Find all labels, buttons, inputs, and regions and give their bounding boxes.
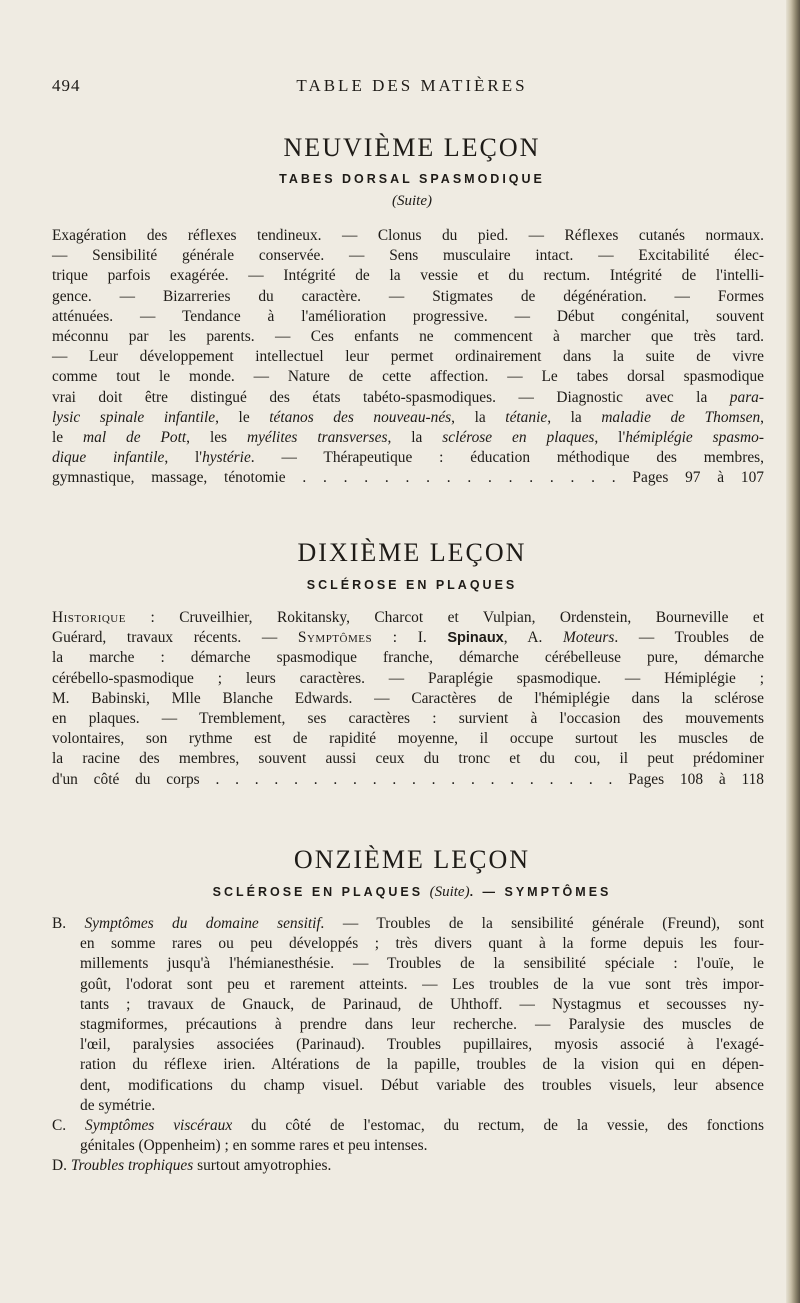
text-line: tants ; travaux de Gnauck, de Parinaud, de Uhthoff. — Nystagmus et secousses ny-: [80, 995, 764, 1013]
text-line: [52, 914, 764, 934]
text-line: cérébello-spasmodique ; leurs caractères. — Paraplégie spasmodique. — Hémiplégie ;: [52, 669, 764, 687]
text-line-part: vrai doit être distingué des états tabéto-spasmodiques. — Diagnostic avec la: [52, 388, 708, 406]
text-line: — Leur développement intellectuel leur permet ordinairement dans la suite de vivre: [52, 348, 764, 366]
text-part: . — Thérapeutique : éducation méthodique des membres,: [250, 449, 764, 467]
text-line: [52, 388, 764, 408]
text-line: stagmiformes, précautions à prendre dans leur recherche. — Paralysie des muscles de: [80, 1015, 764, 1033]
suite-inline: (Suite): [429, 884, 470, 900]
text-line: [52, 408, 764, 428]
text-line: trique parfois exagérée. — Intégrité de la vessie et du rectum. Intégrité de l'intelli-: [52, 267, 764, 285]
page-number: 494: [52, 76, 81, 95]
text-part: Guérard, travaux récents. —: [52, 629, 298, 647]
text-line: dent, modifications du champ visuel. Début variable des troubles visuels, leur absence: [80, 1076, 764, 1094]
page-edge-shadow: [786, 0, 800, 1303]
text-line: volontaires, son rythme est de rapidité moyenne, il occupe surtout les muscles de: [52, 730, 764, 748]
italic-term: sclérose en plaques: [442, 428, 595, 446]
bold-term: Spinaux: [447, 630, 504, 647]
lecon-9-summary: [52, 226, 764, 488]
italic-term: para-: [729, 388, 764, 406]
pages-ref: Pages 97 à 107: [632, 469, 764, 487]
italic-term: tétanie: [505, 408, 548, 426]
text-line: [52, 1156, 764, 1176]
historique-label: Historique: [52, 609, 126, 626]
lecon-11-title: ONZIÈME LEÇON: [293, 845, 531, 874]
italic-term: myélites transverses: [246, 428, 388, 446]
text-part: , la: [387, 428, 443, 446]
text-part: , la: [451, 408, 506, 426]
text-line: la marche : démarche spasmodique franche, démarche cérébelleuse pure, démarche: [52, 649, 764, 667]
text-line: [52, 448, 764, 468]
item-label: B.: [52, 915, 67, 932]
lecon-11-subtitle: SCLÉROSE EN PLAQUES (Suite). — SYMPTÔMES: [212, 884, 612, 900]
text-line: [52, 1116, 764, 1136]
running-title: TABLE DES MATIÈRES: [296, 76, 528, 95]
lecon-10-subtitle: SCLÉROSE EN PLAQUES: [306, 578, 518, 592]
text-part: : I.: [372, 629, 448, 647]
italic-term: Symptômes viscéraux: [85, 1116, 233, 1134]
lecon-9-title: NEUVIÈME LEÇON: [283, 133, 541, 162]
text-part: d'un côté du corps: [52, 770, 200, 788]
pages-ref: Pages 108 à 118: [628, 770, 764, 788]
subtitle-part: SYMPTÔMES: [504, 885, 612, 899]
text-part: gymnastique, massage, ténotomie: [52, 469, 286, 487]
text-part: , l': [164, 449, 203, 467]
italic-term: maladie de Thomsen: [601, 408, 761, 426]
text-line: comme tout le monde. — Nature de cette affection. — Le tabes dorsal spasmodique: [52, 368, 764, 386]
text-line: ration du réflexe irien. Altérations de la papille, troubles de la vision qui en dépen-: [80, 1056, 764, 1074]
text-line: atténuées. — Tendance à l'amélioration progressive. — Début congénital, souvent: [52, 307, 764, 325]
text-line: [52, 770, 764, 790]
italic-term: Symptômes du domaine sensitif.: [84, 915, 325, 932]
text-part: du côté de l'estomac, du rectum, de la vessie, des fonctions: [232, 1116, 764, 1134]
item-label: C.: [52, 1116, 67, 1134]
leader-dots: . . . . . . . . . . . . . . . .: [302, 469, 616, 487]
text-part: ,: [760, 408, 765, 426]
text-part: , l': [594, 428, 626, 446]
text-line: — Sensibilité générale conservée. — Sens musculaire intact. — Excitabilité élec-: [52, 247, 764, 265]
italic-term: lysic spinale infantile: [52, 408, 216, 426]
italic-term: hémiplégie spasmo-: [625, 428, 764, 446]
item-label: D.: [52, 1157, 67, 1175]
text-line: de symétrie.: [80, 1096, 156, 1114]
lecon-10-title: DIXIÈME LEÇON: [297, 538, 527, 567]
lecon-11-summary: [52, 914, 764, 1176]
text-part: : Cruveilhier, Rokitansky, Charcot et Vulpian, Ordenstein, Bourneville et: [125, 609, 764, 626]
text-line: [52, 428, 764, 448]
text-part: — Troubles de la sensibilité générale (Freund), sont: [324, 915, 764, 932]
lecon-10-summary: [52, 608, 764, 790]
italic-term: tétanos des nouveau-nés: [269, 408, 452, 426]
italic-term: hystérie: [202, 449, 251, 467]
text-part: , les: [186, 428, 247, 446]
lecon-9-subtitle: TABES DORSAL SPASMODIQUE: [279, 172, 545, 186]
text-line: gence. — Bizarreries du caractère. — Stigmates de dégénération. — Formes: [52, 287, 764, 305]
leader-dots: . . . . . . . . . . . . . . . . . . . . .: [215, 770, 613, 788]
text-line: en somme rares ou peu développés ; très divers quant à la forme depuis les four-: [80, 935, 764, 953]
text-line: [52, 628, 764, 648]
text-part: , A.: [503, 629, 564, 647]
text-part: surtout amyotrophies.: [193, 1157, 332, 1175]
subtitle-part: SCLÉROSE EN PLAQUES: [212, 885, 424, 899]
italic-term: mal de Pott: [83, 428, 187, 446]
lecon-9-suite: (Suite): [392, 193, 432, 209]
text-line: [52, 608, 764, 628]
italic-term: Moteurs: [563, 629, 615, 647]
text-line: millements jusqu'à l'hémianesthésie. — Troubles de la sensibilité spéciale : l'ouïe, le: [80, 955, 764, 973]
text-line: [52, 468, 764, 488]
text-part: , la: [547, 408, 602, 426]
text-part: , le: [215, 408, 270, 426]
text-line: Exagération des réflexes tendineux. — Clonus du pied. — Réflexes cutanés normaux.: [52, 227, 764, 244]
text-part: . — Troubles de: [614, 629, 765, 647]
italic-term: Troubles trophiques: [70, 1157, 194, 1175]
text-line: goût, l'odorat sont peu et rarement atteints. — Les troubles de la vue sont très impor-: [80, 975, 764, 993]
text-part: le: [52, 428, 84, 446]
symptomes-label: Symptômes: [297, 629, 373, 647]
text-line: l'œil, paralysies associées (Parinaud). Troubles pupillaires, myosis associé à l'exagé-: [80, 1036, 764, 1054]
text-line: M. Babinski, Mlle Blanche Edwards. — Caractères de l'hémiplégie dans la sclérose: [52, 689, 764, 707]
text-line: méconnu par les parents. — Ces enfants ne commencent à marcher que très tard.: [52, 327, 764, 345]
text-line: génitales (Oppenheim) ; en somme rares et peu intenses.: [80, 1137, 428, 1155]
italic-term: dique infantile: [52, 449, 165, 467]
text-line: la racine des membres, souvent aussi ceux du tronc et du cou, il peut prédominer: [52, 750, 764, 768]
text-line: en plaques. — Tremblement, ses caractères : survient à l'occasion des mouvements: [52, 709, 764, 727]
running-head: [52, 76, 772, 100]
